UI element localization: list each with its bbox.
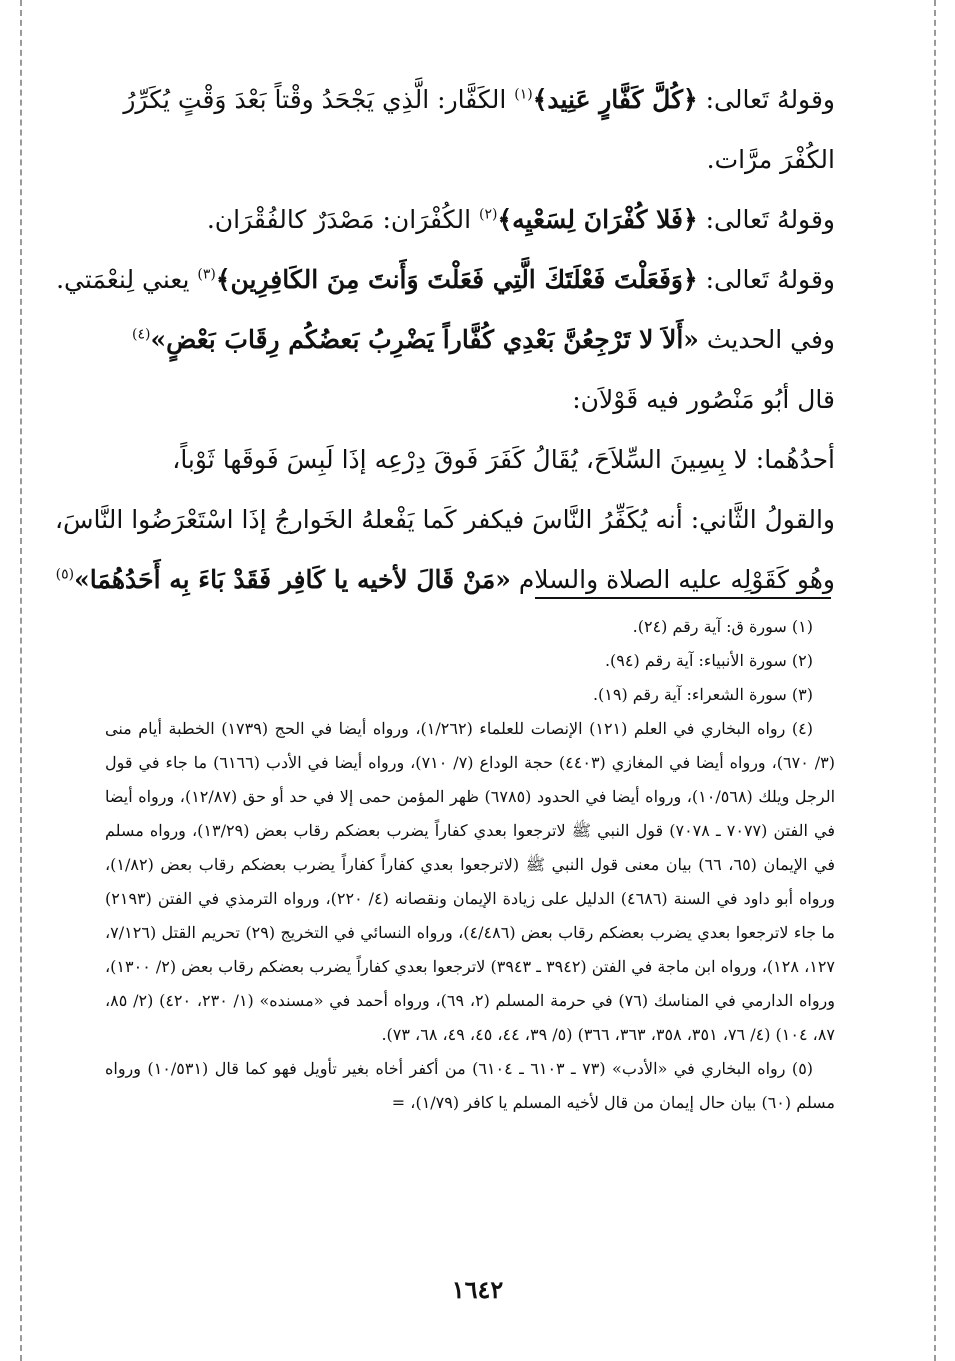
footnote-ref: (١): [514, 86, 533, 103]
quran-verse: ﴿كُلَّ كَفَّارٍ عَنِيد﴾: [532, 85, 698, 114]
explanation: يعني لِنعْمَتي.: [56, 265, 190, 294]
footnote-5: (٥) رواه البخاري في «الأدب» (٧٣ ـ ٦١٠٣ ـ ٦١٠٤) من أكفر أخاه بغير تأويل فهو كما قال (١٠/٥٣١) ورواه مسلم (٦٠) بيان حال إيمان من قال لأخيه المسلم يا كافر (١/٧٩)، =: [105, 1059, 835, 1112]
hadith-quote: «مَنْ قَالَ لأخيه يا كَافِر فَقَدْ بَاءَ بِه أَحَدُهُمَا»: [74, 565, 511, 594]
paragraph-5: قال أبُو مَنْصُور فيه قَوْلاَن:: [572, 385, 835, 414]
footnote-divider: [535, 597, 831, 599]
paragraph-3: [56, 250, 835, 310]
footnote-4: (٤) رواه البخاري في العلم (١٢١) الإنصات للعلماء (١/٢٦٢)، ورواه أيضا في الحج (١٧٣٩) الخطبة أيام منى (٣/ ٦٧٠)، ورواه أيضا في المغازي (٤٤٠٣) حجة الوداع (٧/ ٧١٠)، ورواه أيضا في الأدب (٦١٦٦) ما جاء في قول الرجل ويلك (١٠/٥٦٨)، ورواه أيضا في الحدود (٦٧٨٥) ظهر المؤمن حمى إلا في حد أو حق (١٢/٨٧)، ورواه أيضا في الفتن (٧٠٧٧ ـ ٧٠٧٨) قول النبي ﷺ لاترجعوا بعدي كفاراً يضرب بعضكم رقاب بعض (١٣/٢٩)، ورواه مسلم في الإيمان (٦٥، ٦٦) بيان معنى قول النبي ﷺ (لاترجعوا بعدي كفاراً كفاراً يضرب بعضكم رقاب بعض (١/٨٢)، ورواه أبو داود في السنة (٤٦٨٦) الدليل على زيادة الإيمان ونقصانه (٤/ ٢٢٠)، ورواه الترمذي في الفتن (٢١٩٣) ما جاء لاترجعوا بعدي يضرب بعضكم رقاب بعض (٤/٤٨٦)، ورواه النسائي في التخريج (٢٩) تحريم القتل (٧/١٢٦، ١٢٧، ١٢٨)، ورواه ابن ماجة في الفتن (٣٩٤٢ ـ ٣٩٤٣) لاترجعوا بعدي كفاراً يضرب بعضكم رقاب بعض (٢/ ١٣٠٠)، ورواه الدارمي في المناسك (٧٦) في حرمة المسلم (٢، ٦٩)، ورواه أحمد في «مسنده» (١/ ٢٣٠، ٤٢٠) (٢/ ٨٥، ٨٧، ١٠٤) (٤/ ٧٦، ٣٥١، ٣٥٨، ٣٦٣، ٣٦٦) (٥/ ٣٩، ٤٤، ٤٥، ٤٩، ٦٨، ٧٣).: [105, 719, 836, 1044]
footnote-ref: (٥): [55, 566, 75, 583]
verse-intro: وقولهُ تَعالى:: [705, 265, 835, 294]
page-edge-right: [934, 0, 936, 1361]
paragraph-7: والقولُ الثَّاني: أنه يُكَفِّرُ النَّاسَ فيكفر كَما يَفْعلهُ الخَوارجُ إذَا اسْتَعْرَضُوا النَّاسَ،: [54, 505, 835, 534]
paragraph-6: أحدُهُما: لا بِسِينَ السِّلاَحَ، يُقَالُ كَفَرَ فَوقَ دِرْعِه إذَا لَبِسَ فَوقَها ثَوْباً،: [172, 445, 835, 474]
footnotes: [105, 610, 835, 1120]
page-number: ١٦٤٢: [451, 1275, 504, 1304]
paragraph-1: [105, 70, 835, 130]
footnote-ref: (٣): [197, 266, 216, 283]
hadith-intro: وفي الحديث: [706, 325, 835, 354]
quran-verse: ﴿وَفَعَلْتَ فَعْلَتَكَ الَّتِي فَعَلْتَ وَأَنتَ مِنَ الكَافِرِين﴾: [215, 265, 698, 294]
footnote-ref: (٤): [131, 326, 151, 343]
paragraph-2: [105, 190, 835, 250]
footnote-ref: (٢): [479, 206, 498, 223]
paragraph-4: [105, 310, 835, 370]
footnote-2: (٢) سورة الأنبياء: آية رقم (٩٤).: [604, 651, 813, 670]
footnote-3: (٣) سورة الشعراء: آية رقم (١٩).: [592, 685, 813, 704]
quran-verse: ﴿فَلا كُفْرَانَ لِسَعْيِه﴾: [497, 205, 698, 234]
hadith-quote: «أَلاَ لا تَرْجِعُنَّ بَعْدِي كُفَّاراً يَضْرِبُ بَعضُكُم رِقَابَ بَعْضٍ»: [150, 325, 699, 354]
verse-intro: وقولهُ تَعالى:: [705, 205, 835, 234]
paragraph-8: [55, 550, 835, 610]
explanation: الكَفَّار: الَّذِي يَجْحَدُ وقْتاً بَعْدَ وَقْتٍ يُكَرِّرُ: [123, 85, 507, 114]
footnote-1: (١) سورة ق: آية رقم (٢٤).: [632, 617, 813, 636]
explanation: الكُفْرَان: مَصْدَرٌ كالفُقْرَان.: [206, 205, 472, 234]
paragraph-1-continued: الكُفْرَ مرَّات.: [706, 145, 835, 174]
main-text: [54, 70, 835, 610]
verse-intro: وقولهُ تَعالى:: [705, 85, 835, 114]
hadith-intro: وهُو كَقَوْلِه عليه الصلاة والسلام: [518, 565, 835, 594]
page-edge-left: [20, 0, 22, 1361]
